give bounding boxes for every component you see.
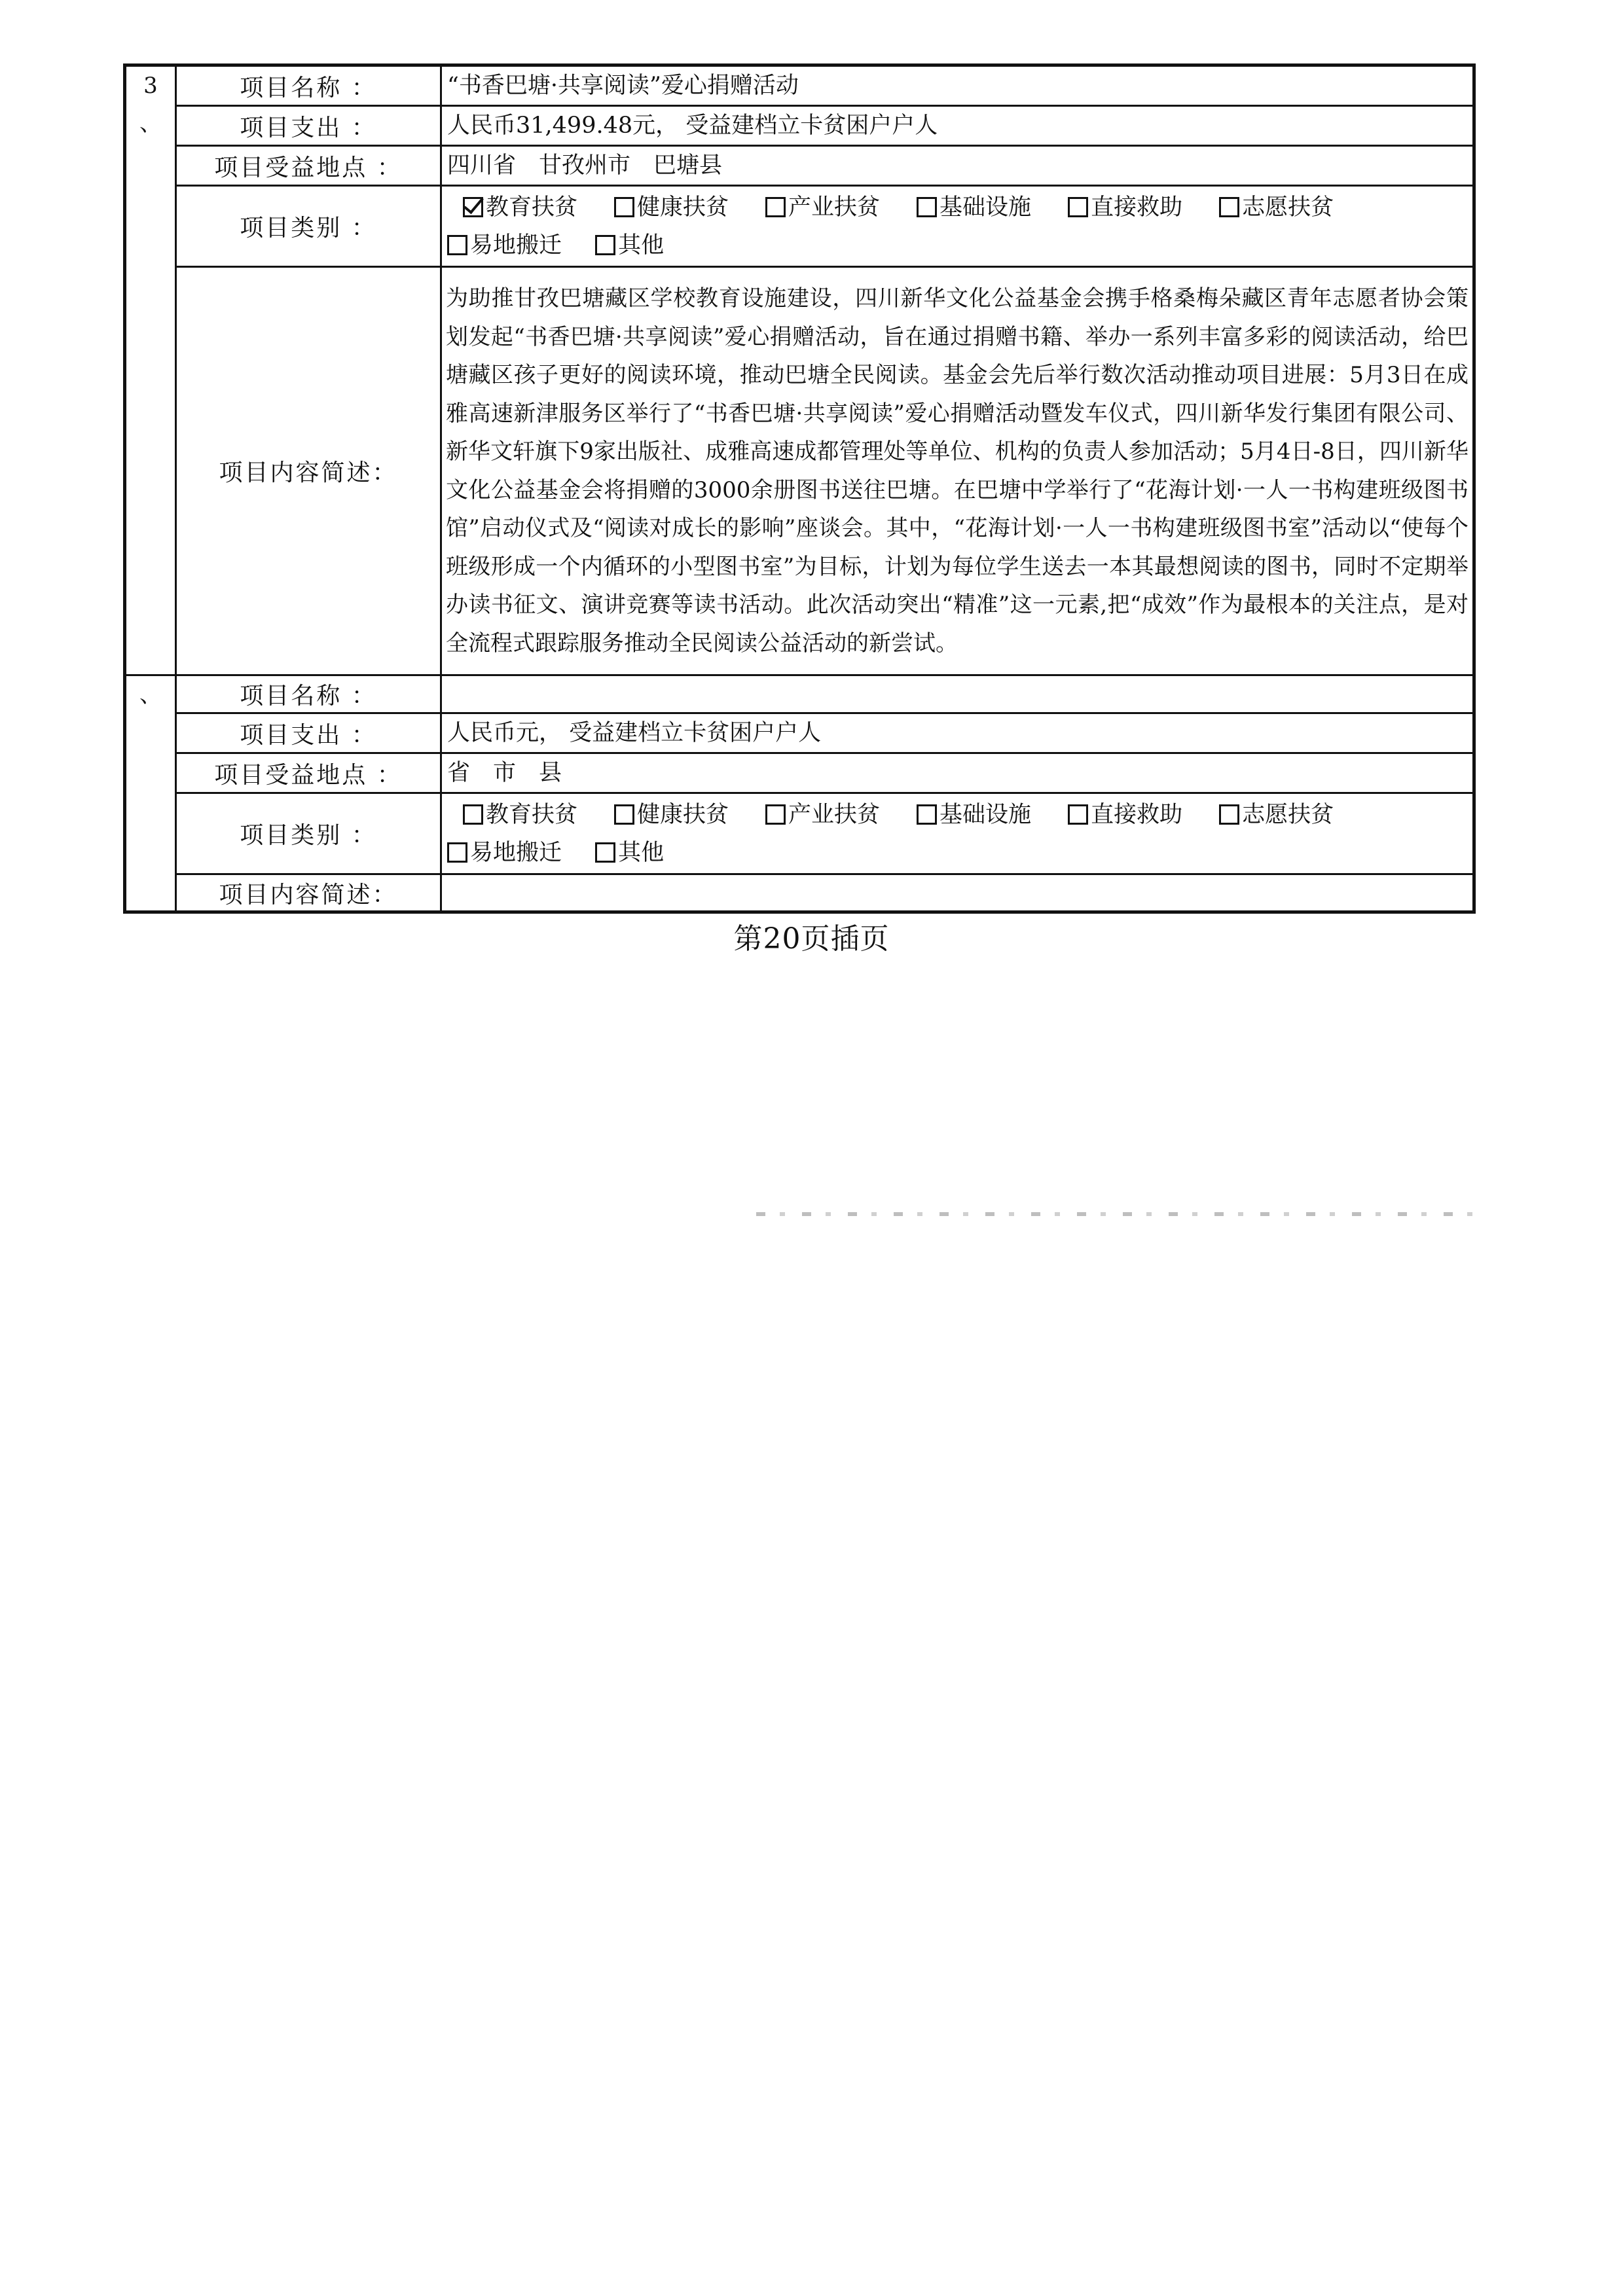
- section2-option-volunteer[interactable]: [1219, 796, 1334, 834]
- section1-option-infrastructure[interactable]: [917, 188, 1031, 226]
- section2-description-label: 项目内容简述：: [176, 874, 441, 912]
- section1-location-label: 项目受益地点 ：: [176, 146, 441, 186]
- option-label: 志愿扶贫: [1242, 801, 1334, 828]
- section2-expense-label: 项目支出 ：: [176, 713, 441, 753]
- section1-location-value: 四川省 甘孜州市 巴塘县: [441, 146, 1474, 186]
- section2-option-other[interactable]: [595, 834, 664, 872]
- option-label: 易地搬迁: [470, 839, 562, 866]
- checkbox-icon[interactable]: [614, 197, 634, 217]
- section2-category-options: [441, 793, 1474, 874]
- checkbox-icon[interactable]: [595, 842, 615, 863]
- section2-name-label: 项目名称 ：: [176, 675, 441, 713]
- option-label: 易地搬迁: [470, 232, 562, 259]
- section1-category-row: [125, 186, 1474, 267]
- section1-index: [125, 65, 176, 675]
- section2-option-education[interactable]: [463, 796, 577, 834]
- option-label: 直接救助: [1091, 194, 1183, 221]
- option-label: 健康扶贫: [637, 801, 729, 828]
- option-label: 教育扶贫: [486, 194, 578, 221]
- section1-name-label: 项目名称 ：: [176, 65, 441, 106]
- option-label: 其他: [618, 839, 665, 866]
- section2-option-infrastructure[interactable]: [917, 796, 1031, 834]
- section2-option-direct-aid[interactable]: [1068, 796, 1182, 834]
- section1-name-value: “书香巴塘·共享阅读”爱心捐赠活动: [441, 65, 1474, 106]
- section2-name-row: [125, 675, 1474, 713]
- section1-option-education[interactable]: [463, 188, 577, 226]
- checkbox-icon[interactable]: [917, 804, 937, 825]
- section1-option-relocation[interactable]: [447, 226, 562, 264]
- section1-index-number: 3: [143, 73, 158, 99]
- checkbox-checked-icon[interactable]: [463, 197, 483, 217]
- checkbox-icon[interactable]: [1219, 804, 1239, 825]
- section2-expense-value[interactable]: 人民币元， 受益建档立卡贫困户户人: [441, 713, 1474, 753]
- section2-category-label: 项目类别 ：: [176, 793, 441, 874]
- option-label: 产业扶贫: [788, 194, 881, 221]
- option-label: 健康扶贫: [637, 194, 729, 221]
- scan-artifact: [756, 1212, 1483, 1216]
- section2-location-row: [125, 753, 1474, 793]
- section2-description-text[interactable]: [441, 874, 1474, 912]
- checkbox-icon[interactable]: [463, 804, 483, 825]
- section2-option-health[interactable]: [614, 796, 729, 834]
- section1-expense-label: 项目支出 ：: [176, 106, 441, 146]
- checkbox-icon[interactable]: [917, 197, 937, 217]
- section1-expense-value: 人民币31,499.48元， 受益建档立卡贫困户户人: [441, 106, 1474, 146]
- section1-option-volunteer[interactable]: [1219, 188, 1334, 226]
- checkbox-icon[interactable]: [1068, 804, 1088, 825]
- section2-category-row: [125, 793, 1474, 874]
- section1-index-mark: 、: [139, 111, 162, 137]
- option-label: 基础设施: [939, 801, 1032, 828]
- section1-category-options: [441, 186, 1474, 267]
- checkbox-icon[interactable]: [765, 804, 786, 825]
- page-caption: 第20页插页: [733, 922, 890, 956]
- checkbox-icon[interactable]: [595, 235, 615, 255]
- section1-expense-row: [125, 106, 1474, 146]
- option-label: 志愿扶贫: [1242, 194, 1334, 221]
- section1-option-industry[interactable]: [765, 188, 880, 226]
- section2-name-value[interactable]: [441, 675, 1474, 713]
- section1-option-health[interactable]: [614, 188, 729, 226]
- option-label: 直接救助: [1091, 801, 1183, 828]
- section1-name-row: [125, 65, 1474, 106]
- section1-description-label: 项目内容简述：: [176, 267, 441, 675]
- section2-option-relocation[interactable]: [447, 834, 562, 872]
- section1-location-row: [125, 146, 1474, 186]
- section1-category-label: 项目类别 ：: [176, 186, 441, 267]
- option-label: 其他: [618, 232, 665, 259]
- section1-option-other[interactable]: [595, 226, 664, 264]
- checkbox-icon[interactable]: [1068, 197, 1088, 217]
- checkbox-icon[interactable]: [765, 197, 786, 217]
- poverty-project-table: [123, 63, 1476, 914]
- section2-location-label: 项目受益地点 ：: [176, 753, 441, 793]
- section2-description-row: [125, 874, 1474, 912]
- checkbox-icon[interactable]: [1219, 197, 1239, 217]
- section2-location-value[interactable]: 省 市 县: [441, 753, 1474, 793]
- section2-option-industry[interactable]: [765, 796, 880, 834]
- option-label: 产业扶贫: [788, 801, 881, 828]
- option-label: 教育扶贫: [486, 801, 578, 828]
- checkbox-icon[interactable]: [614, 804, 634, 825]
- section2-index: 、: [125, 675, 176, 912]
- checkbox-icon[interactable]: [447, 235, 467, 255]
- section1-option-direct-aid[interactable]: [1068, 188, 1182, 226]
- section1-description-text: 为助推甘孜巴塘藏区学校教育设施建设，四川新华文化公益基金会携手格桑梅朵藏区青年志愿者协会策划发起“书香巴塘·共享阅读”爱心捐赠活动，旨在通过捐赠书籍、举办一系列丰富多彩的阅读活动，给巴塘藏区孩子更好的阅读环境，推动巴塘全民阅读。基金会先后举行数次活动推动项目进展：5月3日在成雅高速新津服务区举行了“书香巴塘·共享阅读”爱心捐赠活动暨发车仪式，四川新华发行集团有限公司、新华文轩旗下9家出版社、成雅高速成都管理处等单位、机构的负责人参加活动；5月4日-8日，四川新华文化公益基金会将捐赠的3000余册图书送往巴塘。在巴塘中学举行了“花海计划·一人一书构建班级图书馆”启动仪式及“阅读对成长的影响”座谈会。其中，“花海计划·一人一书构建班级图书室”活动以“使每个班级形成一个内循环的小型图书室”为目标，计划为每位学生送去一本其最想阅读的图书，同时不定期举办读书征文、演讲竞赛等读书活动。此次活动突出“精准”这一元素,把“成效”作为最根本的关注点，是对全流程式跟踪服务推动全民阅读公益活动的新尝试。: [441, 267, 1474, 675]
- section2-expense-row: [125, 713, 1474, 753]
- section1-description-row: [125, 267, 1474, 675]
- checkbox-icon[interactable]: [447, 842, 467, 863]
- option-label: 基础设施: [939, 194, 1032, 221]
